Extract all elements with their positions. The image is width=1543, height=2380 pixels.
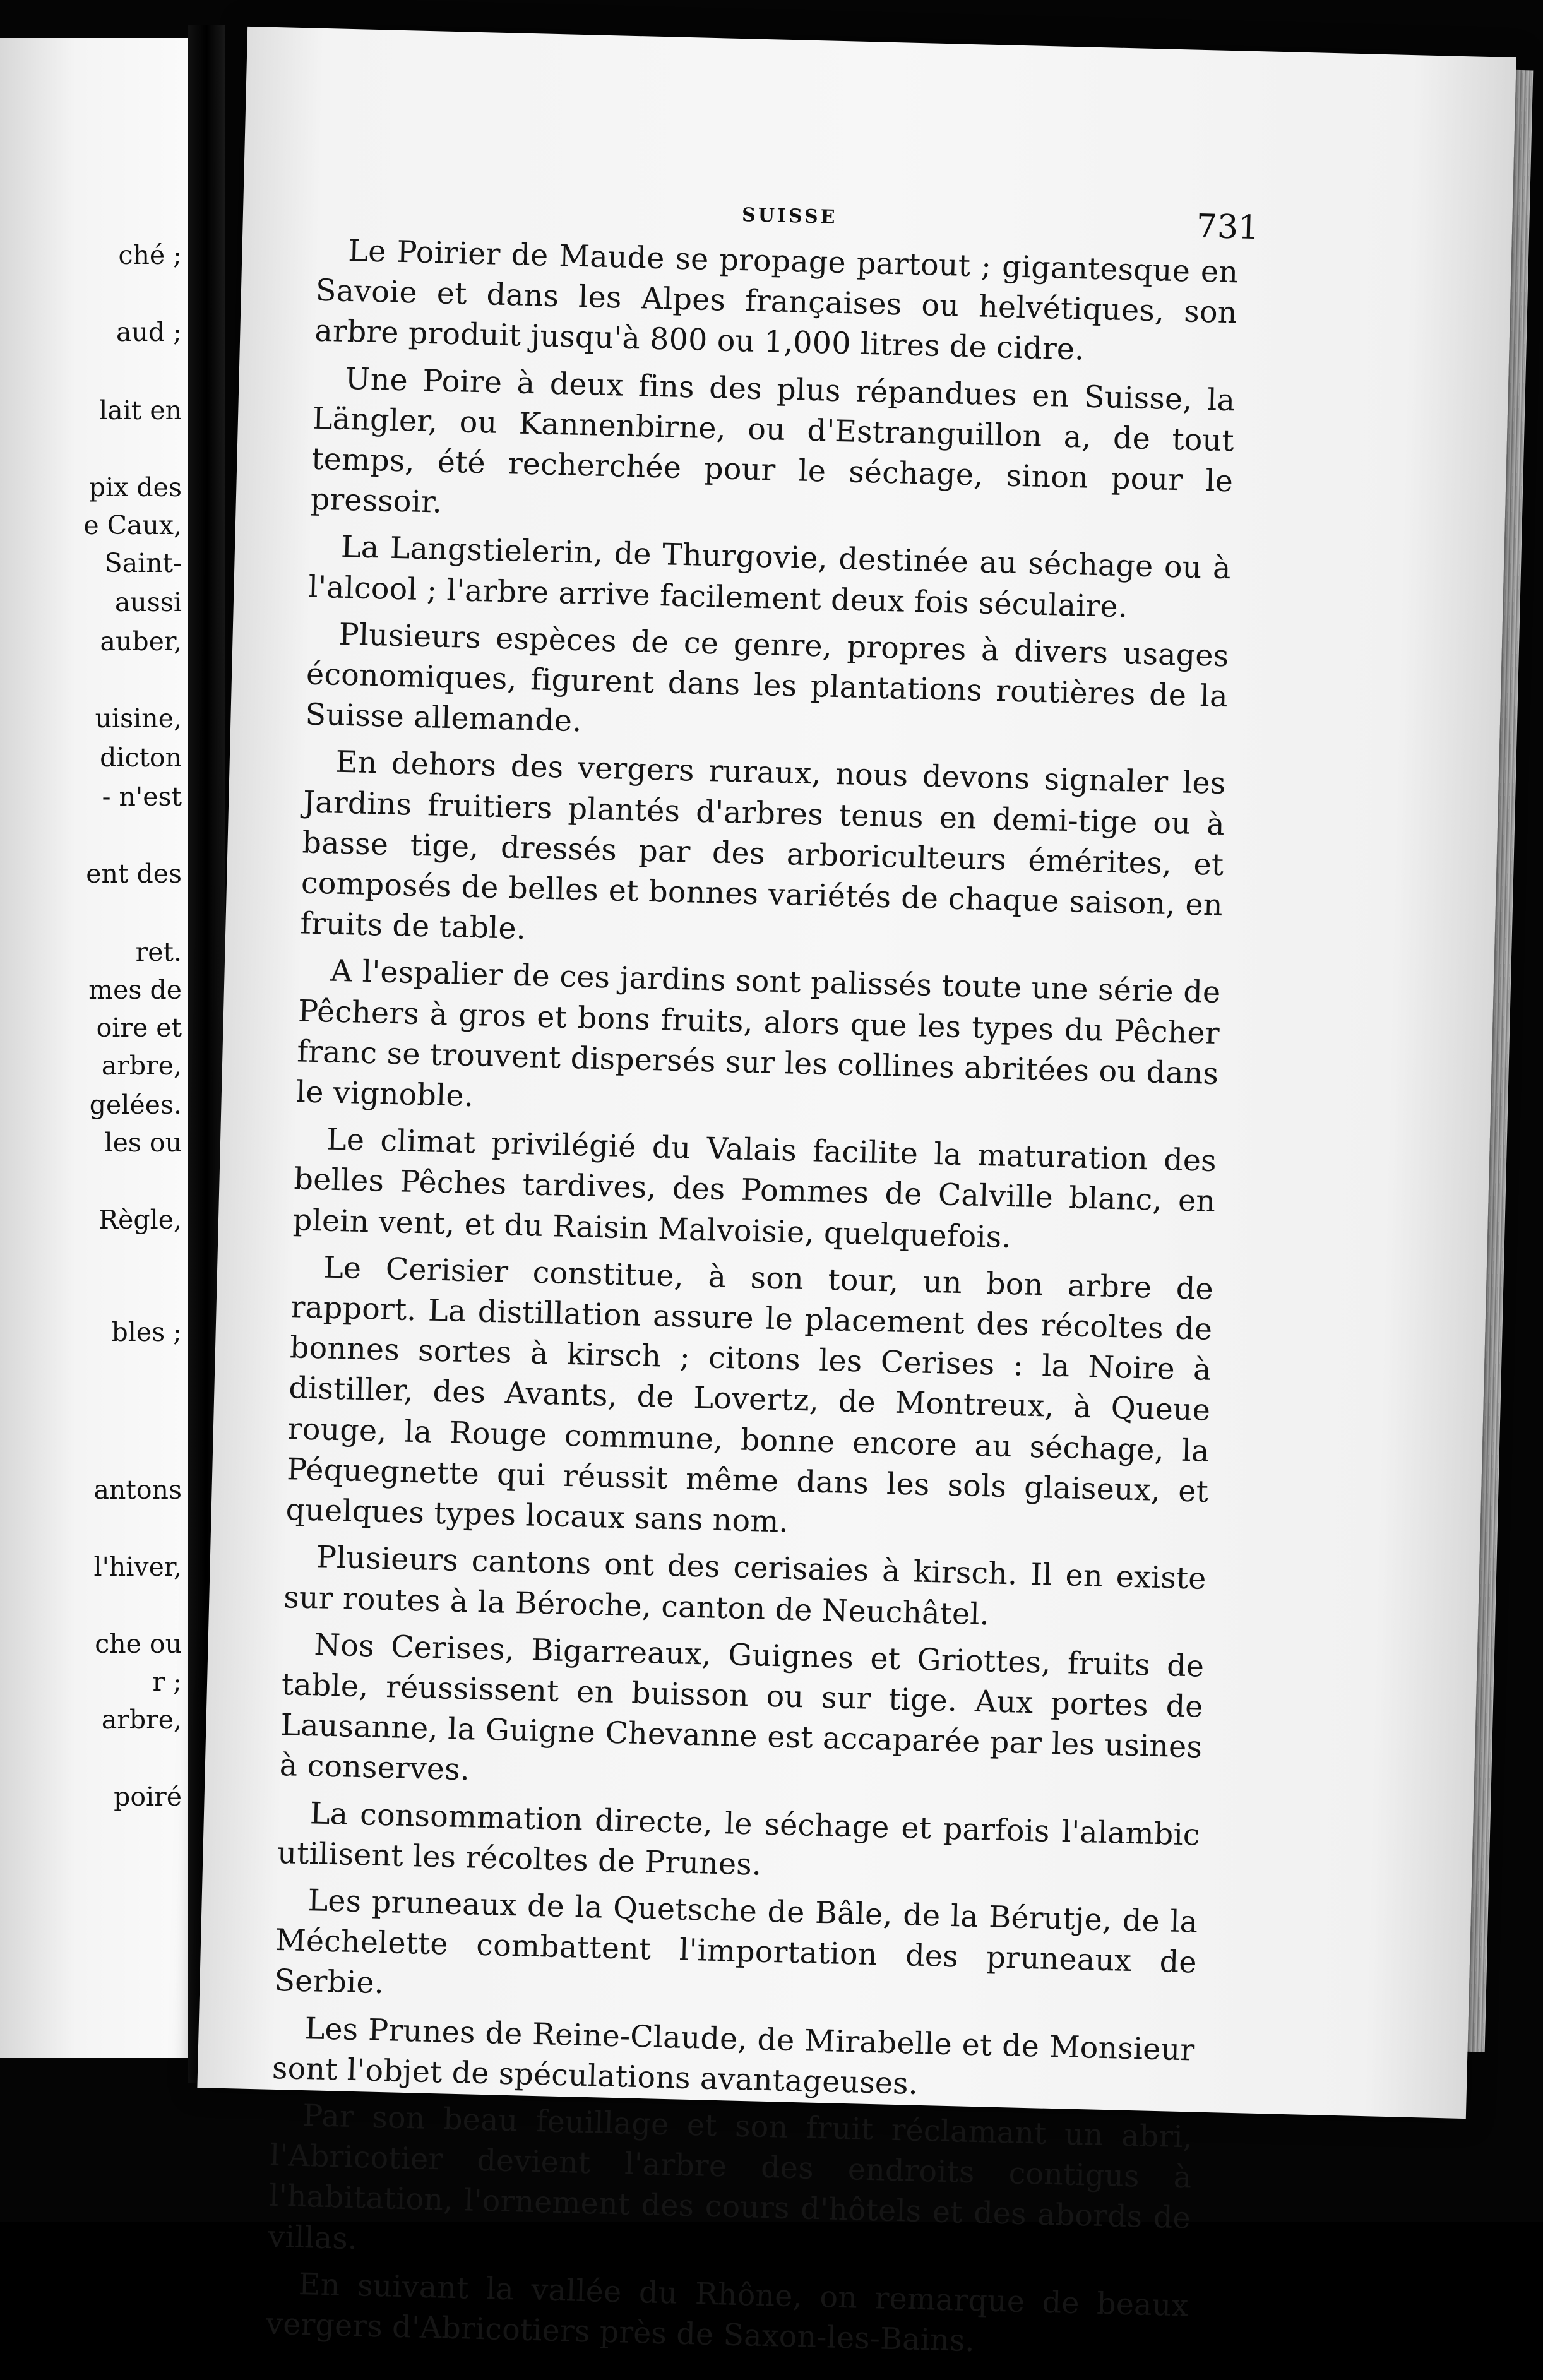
left-page-line: r ; <box>152 1667 182 1697</box>
left-page-line: mes de <box>88 975 182 1005</box>
body-text <box>265 230 1239 2374</box>
left-page-line: auber, <box>100 626 182 657</box>
left-page-line: oire et <box>96 1013 182 1043</box>
left-facing-page <box>0 38 188 2058</box>
paragraph: Les Prunes de Reine-Claude, de Mirabelle et de Monsieur sont l'objet de spéculations avantageuses. <box>271 2011 1195 2102</box>
page-number: 731 <box>1196 207 1260 247</box>
left-page-line: ret. <box>135 937 182 967</box>
paragraph: Plusieurs cantons ont des cerisaies à kirsch. Il en existe sur routes à la Béroche, canton de Neuchâtel. <box>283 1540 1207 1632</box>
paragraph: A l'espalier de ces jardins sont palissés toute une série de Pêchers à gros et bons fruits, alors que les types du Pêcher franc se trouvent dispersés sur les collines abritées ou dans le vignoble. <box>295 954 1221 1114</box>
paragraph: Nos Cerises, Bigarreaux, Guignes et Griottes, fruits de table, réussissent en buisson ou sur tige. Aux portes de Lausanne, la Guigne Chevanne est accaparée par les usines à conserves. <box>279 1627 1205 1788</box>
paragraph: Les pruneaux de la Quetsche de Bâle, de la Bérutje, de la Méchelette combattent l'importation des pruneaux de Serbie. <box>273 1883 1198 2001</box>
paragraph: Par son beau feuillage et son fruit réclamant un abri, l'Abricotier devient l'arbre des endroits contigus à l'habitation, l'ornement des cours d'hôtels et des abords de villas. <box>268 2098 1193 2256</box>
left-page-line: gelées. <box>89 1090 182 1120</box>
paragraph: Une Poire à deux fins des plus répandues en Suisse, la Längler, ou Kannenbirne, ou d'Estranguillon a, de tout temps, été recherchée pour le séchage, sinon pour le pressoir. <box>310 361 1236 520</box>
left-page-line: Règle, <box>98 1205 182 1235</box>
paragraph: Le Poirier de Maude se propage partout ; gigantesque en Savoie et dans les Alpes françaises ou helvétiques, son arbre produit jusqu'à 800 ou 1,000 litres de cidre. <box>314 233 1239 367</box>
left-page-line: uisine, <box>95 703 182 734</box>
paragraph: En suivant la vallée du Rhône, on remarque de beaux vergers d'Abricotiers près de Saxon-les-Bains. <box>265 2266 1189 2359</box>
left-page-line: arbre, <box>101 1050 182 1081</box>
left-page-line: aud ; <box>116 317 182 347</box>
left-page-line: lait en <box>99 395 182 425</box>
left-page-line: ent des <box>86 859 182 889</box>
paragraph: Plusieurs espèces de ce genre, propres à divers usages économiques, figurent dans les plantations routières de la Suisse allemande. <box>304 617 1229 739</box>
left-page-line: l'hiver, <box>93 1552 182 1582</box>
paragraph: La consommation directe, le séchage et parfois l'alambic utilisent les récoltes de Prunes. <box>277 1795 1201 1883</box>
left-page-line: ché ; <box>118 240 182 270</box>
left-page-line: aussi <box>114 587 182 617</box>
running-head: SUISSE <box>741 204 838 229</box>
left-page-line: arbre, <box>101 1705 182 1735</box>
left-page-line: pix des <box>88 472 182 503</box>
main-page <box>197 27 1516 2359</box>
left-page-line: antons <box>93 1475 182 1505</box>
left-page-line: Saint- <box>104 548 182 578</box>
paragraph: Le climat privilégié du Valais facilite la maturation des belles Pêches tardives, des Pommes de Calville blanc, en plein vent, et du Raisin Malvoisie, quelquefois. <box>292 1122 1217 1255</box>
left-page-line: bles ; <box>111 1317 182 1347</box>
paragraph: La Langstielerin, de Thurgovie, destinée au séchage ou à l'alcool ; l'arbre arrive facilement deux fois séculaire. <box>307 530 1232 624</box>
left-page-line: - n'est <box>102 782 182 812</box>
paragraph: En dehors des vergers ruraux, nous devons signaler les Jardins fruitiers plantés d'arbres tenus en demi-tige ou à basse tige, dressés par des arboriculteurs émérites, et composés de belles et bonnes variétés de chaque saison, en fruits de table. <box>299 745 1227 947</box>
left-page-line: dicton <box>100 742 182 773</box>
left-page-line: e Caux, <box>83 510 182 540</box>
left-page-line: les ou <box>104 1128 182 1158</box>
paragraph: Le Cerisier constitue, à son tour, un bon arbre de rapport. La distillation assure le placement des récoltes de bonnes sortes à kirsch ; citons les Cerises : la Noire à distiller, des Avants, de Lovertz, de Montreux, à Queue rouge, la Rouge commune, bonne encore au séchage, la Péquegnette qui réussit même dans les sols glaiseux, et quelques types locaux sans nom. <box>285 1250 1214 1540</box>
left-page-line: poiré <box>114 1782 182 1812</box>
left-page-line: che ou <box>95 1629 182 1659</box>
